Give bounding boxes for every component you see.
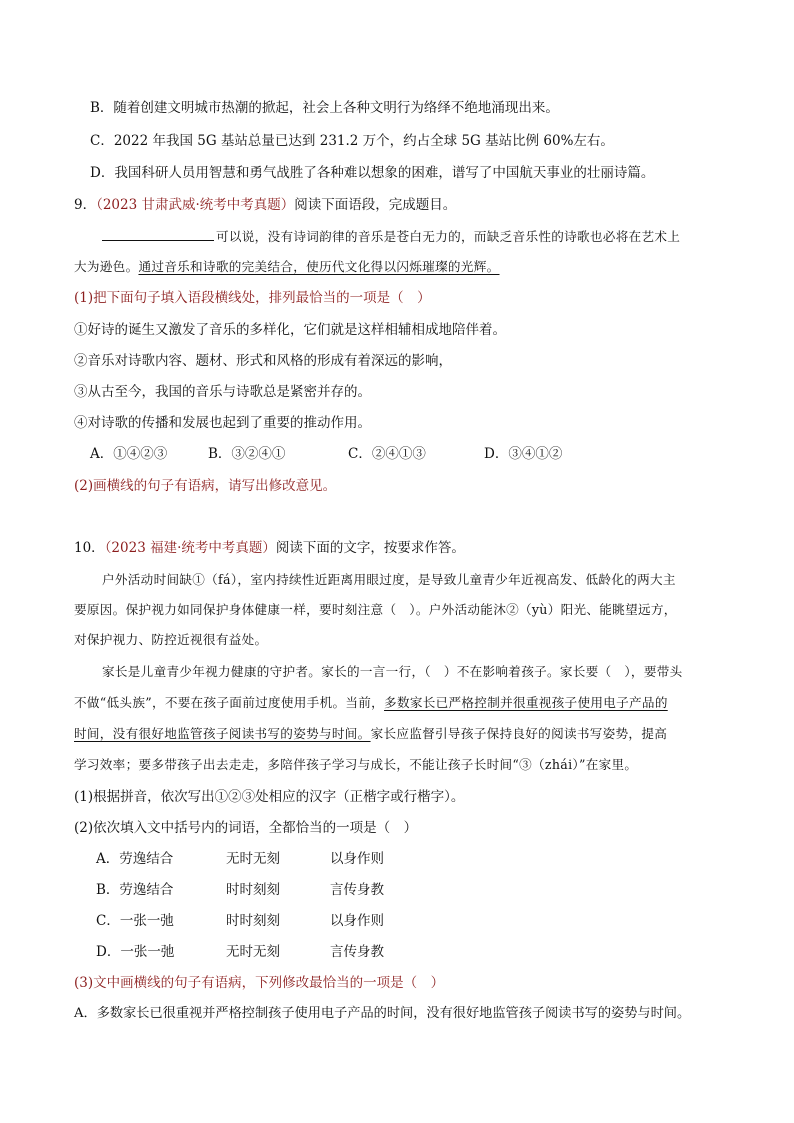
q8-option-c: C．2022 年我国 5G 基站总量已达到 231.2 万个，约占全球 5G 基站比例 60%左右。	[90, 133, 614, 149]
q9-number: 9．	[74, 197, 97, 213]
q9-passage-line-1: 可以说，没有诗词韵律的音乐是苍白无力的，而缺乏音乐性的诗歌也必将在艺术上	[102, 227, 680, 247]
q9-underlined-sentence: 通过音乐和诗歌的完美结合，使历代文化得以闪烁璀璨的光辉。	[138, 259, 500, 274]
q10-passage-p2-line-4: 学习效率；要多带孩子出去走走，多陪伴孩子学习与成长，不能让孩子长时间“③（zhái）”在家里。	[74, 757, 638, 772]
q9-choice-d: D．③④①②	[484, 446, 563, 462]
q8-option-d: D．我国科研人员用智慧和勇气战胜了各种难以想象的困难，谱写了中国航天事业的壮丽诗篇。	[90, 165, 655, 181]
q9-choice-b: B．③②④①	[208, 446, 286, 462]
q9-sentence-4: ④对诗歌的传播和发展也起到了重要的推动作用。	[74, 415, 371, 431]
q9-choices	[90, 444, 562, 464]
q10-passage-p1-line-1: 户外活动时间缺①（fá），室内持续性近距离用眼过度，是导致儿童青少年近视高发、低龄化的两大主	[102, 572, 676, 587]
q9-sub-question-2: (2)画横线的句子有语病，请写出修改意见。	[74, 478, 337, 494]
q10-option-b: B．劳逸结合 时时刻刻 言传身教	[96, 882, 384, 898]
q10-sub-question-2: (2)依次填入文中括号内的词语，全都恰当的一项是（ ）	[74, 820, 418, 836]
q9-instruction: 阅读下面语段，完成题目。	[294, 197, 457, 213]
q10-option-a: A．劳逸结合 无时无刻 以身作则	[96, 851, 384, 867]
q10-passage-p2-line-3: 时间，没有很好地监管孩子阅读书写的姿势与时间。家长应监督引导孩子保持良好的阅读书写姿势，提高	[74, 726, 668, 741]
q10-header	[74, 538, 465, 558]
q10-passage-p2-line-1: 家长是儿童青少年视力健康的守护者。家长的一言一行，（ ）不在影响着孩子。家长要（ ），要带头	[102, 664, 683, 679]
q10-passage-p1-line-3: 对保护视力、防控近视很有益处。	[74, 632, 268, 647]
q9-source: （2023 甘肃武威·统考中考真题）	[96, 197, 295, 213]
q10-sub-question-3: (3)文中画横线的句子有语病，下列修改最恰当的一项是（ ）	[74, 975, 445, 991]
q9-sentence-1: ①好诗的诞生又激发了音乐的多样化，它们就是这样相辅相成地陪伴着。	[74, 322, 506, 338]
q10-underlined-sentence-part-2: 时间，没有很好地监管孩子阅读书写的姿势与时间。	[74, 726, 371, 741]
q10-instruction: 阅读下面的文字，按要求作答。	[275, 540, 465, 556]
q9-fill-blank	[102, 228, 214, 241]
q10-sub-question-1: (1)根据拼音，依次写出①②③处相应的汉字（正楷字或行楷字）。	[74, 789, 465, 805]
q10-number: 10．	[74, 540, 105, 556]
q10-passage-p2-line-2: 不做“低头族”，不要在孩子面前过度使用手机。当前，多数家长已严格控制并很重视孩子使用电子产品的	[74, 695, 668, 710]
q9-sub-question-1: (1)把下面句子填入语段横线处，排列最恰当的一项是（ ）	[74, 290, 431, 306]
q9-passage-line-2: 大为逊色。通过音乐和诗歌的完美结合，使历代文化得以闪烁璀璨的光辉。	[74, 259, 500, 274]
q10-sub3-option-a: A．多数家长已很重视并严格控制孩子使用电子产品的时间，没有很好地监管孩子阅读书写的姿势与时间。	[74, 1006, 691, 1021]
q9-choice-a: A．①④②③	[90, 446, 168, 462]
q9-choice-c: C．②④①③	[348, 446, 426, 462]
q9-sentence-3: ③从古至今，我国的音乐与诗歌总是紧密并存的。	[74, 384, 371, 400]
q8-option-b: B．随着创建文明城市热潮的掀起，社会上各种文明行为络绎不绝地涌现出来。	[90, 100, 559, 116]
q10-option-c: C．一张一弛 时时刻刻 以身作则	[96, 913, 384, 929]
q10-option-d: D．一张一弛 无时无刻 言传身教	[96, 944, 384, 960]
q10-passage-p1-line-2: 要原因。保护视力如同保护身体健康一样，要时刻注意（ ）。户外活动能沐②（yù）阳光、能眺望远方，	[74, 602, 677, 617]
q10-underlined-sentence-part-1: 多数家长已严格控制并很重视孩子使用电子产品的	[384, 695, 668, 710]
q10-source: （2023 福建·统考中考真题）	[104, 540, 276, 556]
q9-sentence-2: ②音乐对诗歌内容、题材、形式和风格的形成有着深远的影响，	[74, 353, 452, 369]
q9-header	[74, 195, 456, 215]
